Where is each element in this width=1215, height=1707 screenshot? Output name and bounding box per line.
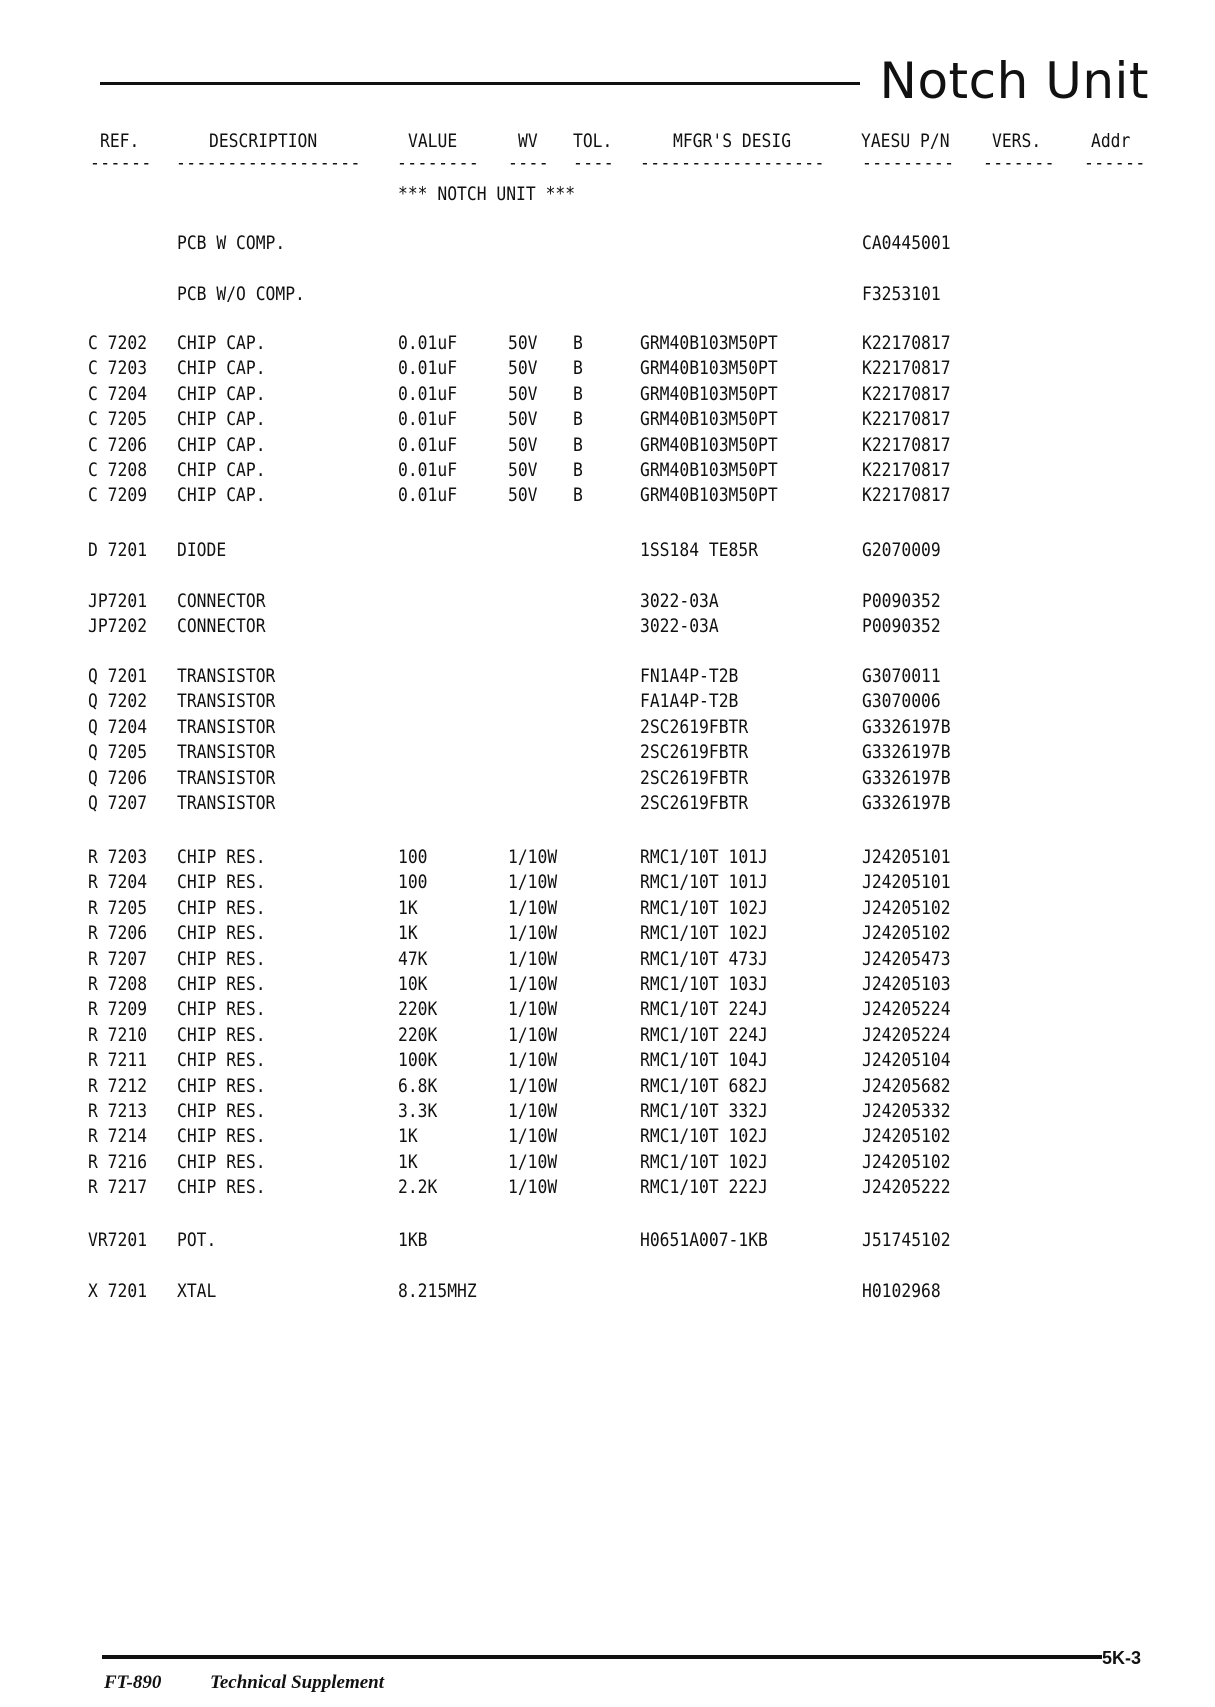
col-header-ref: REF. (100, 130, 140, 152)
cell-ref: C 7203 (88, 357, 148, 380)
cell-tol: B (573, 459, 583, 481)
cell-description: TRANSISTOR (177, 741, 276, 764)
table-row (0, 845, 1215, 870)
cell-value: 1K (398, 922, 418, 945)
cell-mfgr: 3022-03A (640, 590, 719, 612)
cell-mfgr: GRM40B103M50PT (640, 484, 778, 507)
cell-wv: 1/10W (508, 1074, 558, 1097)
cell-description: CHIP RES. (177, 1100, 266, 1122)
table-row (0, 483, 1215, 508)
cell-mfgr: RMC1/10T 103J (640, 973, 768, 995)
table-row (0, 870, 1215, 895)
cell-description: TRANSISTOR (177, 766, 276, 789)
cell-ref: Q 7204 (88, 715, 148, 738)
cell-value: 1K (398, 896, 418, 919)
col-header-tol: TOL. (573, 130, 613, 152)
cell-mfgr: RMC1/10T 224J (640, 1023, 768, 1046)
cell-mfgr: RMC1/10T 101J (640, 846, 768, 868)
separator-description: ------------------ (176, 152, 361, 174)
cell-ref: Q 7202 (88, 690, 148, 713)
cell-ref: R 7211 (88, 1049, 148, 1072)
cell-wv: 1/10W (508, 973, 558, 995)
cell-yaesu-pn: F3253101 (862, 283, 941, 305)
cell-value: 100K (398, 1049, 438, 1072)
table-row (0, 1124, 1215, 1149)
cell-wv: 50V (508, 459, 538, 481)
table-row (0, 1175, 1215, 1200)
footer-rule (102, 1655, 1102, 1659)
cell-mfgr: RMC1/10T 473J (640, 947, 768, 970)
table-row (0, 896, 1215, 921)
col-header-vers: VERS. (992, 130, 1042, 152)
table-row (0, 740, 1215, 765)
cell-wv: 1/10W (508, 1100, 558, 1122)
cell-value: 0.01uF (398, 332, 458, 354)
cell-description: CHIP RES. (177, 973, 266, 995)
cell-yaesu-pn: G3326197B (862, 741, 951, 764)
cell-description: POT. (177, 1229, 217, 1251)
cell-ref: Q 7207 (88, 792, 148, 814)
cell-ref: R 7217 (88, 1176, 148, 1199)
table-row (0, 382, 1215, 407)
cell-value: 1K (398, 1125, 418, 1148)
cell-yaesu-pn: G3326197B (862, 715, 951, 738)
cell-ref: JP7202 (88, 615, 148, 638)
cell-value: 3.3K (398, 1100, 438, 1122)
cell-mfgr: RMC1/10T 224J (640, 998, 768, 1021)
cell-wv: 50V (508, 433, 538, 456)
cell-wv: 1/10W (508, 846, 558, 868)
cell-description: CHIP CAP. (177, 433, 266, 456)
cell-mfgr: RMC1/10T 102J (640, 1150, 768, 1173)
table-row (0, 458, 1215, 483)
table-row (0, 921, 1215, 946)
table-row (0, 1150, 1215, 1175)
cell-wv: 50V (508, 357, 538, 380)
cell-ref: C 7208 (88, 459, 148, 481)
cell-description: CHIP RES. (177, 1150, 266, 1173)
cell-ref: C 7204 (88, 382, 148, 405)
cell-description: CHIP RES. (177, 922, 266, 945)
cell-mfgr: 2SC2619FBTR (640, 792, 749, 814)
cell-description: PCB W COMP. (177, 232, 286, 254)
cell-yaesu-pn: K22170817 (862, 382, 951, 405)
cell-wv: 1/10W (508, 871, 558, 894)
col-header-wv: WV (518, 130, 538, 152)
table-row (0, 1279, 1215, 1304)
table-row (0, 356, 1215, 381)
col-header-description: DESCRIPTION (209, 130, 318, 152)
cell-tol: B (573, 484, 583, 507)
cell-wv: 1/10W (508, 998, 558, 1021)
separator-mfgr: ------------------ (640, 152, 825, 174)
cell-value: 2.2K (398, 1176, 438, 1199)
cell-tol: B (573, 433, 583, 456)
cell-ref: R 7212 (88, 1074, 148, 1097)
cell-description: CHIP RES. (177, 998, 266, 1021)
cell-yaesu-pn: J24205102 (862, 1125, 951, 1148)
cell-wv: 1/10W (508, 1023, 558, 1046)
col-header-mfgr: MFGR'S DESIG (673, 130, 792, 152)
cell-ref: R 7204 (88, 871, 148, 894)
table-row (0, 538, 1215, 563)
cell-value: 6.8K (398, 1074, 438, 1097)
table-row (0, 231, 1215, 256)
cell-value: 0.01uF (398, 459, 458, 481)
cell-value: 47K (398, 947, 428, 970)
cell-description: TRANSISTOR (177, 792, 276, 814)
cell-description: XTAL (177, 1280, 217, 1302)
cell-ref: R 7205 (88, 896, 148, 919)
cell-yaesu-pn: J24205104 (862, 1049, 951, 1072)
cell-ref: C 7202 (88, 332, 148, 354)
cell-description: CHIP RES. (177, 947, 266, 970)
cell-description: PCB W/O COMP. (177, 283, 305, 305)
cell-yaesu-pn: P0090352 (862, 590, 941, 612)
cell-yaesu-pn: P0090352 (862, 615, 941, 638)
cell-ref: X 7201 (88, 1280, 148, 1302)
cell-wv: 50V (508, 332, 538, 354)
cell-value: 8.215MHZ (398, 1280, 477, 1302)
cell-mfgr: RMC1/10T 222J (640, 1176, 768, 1199)
cell-wv: 1/10W (508, 1125, 558, 1148)
cell-description: CHIP CAP. (177, 332, 266, 354)
cell-tol: B (573, 357, 583, 380)
table-row (0, 664, 1215, 689)
cell-ref: C 7205 (88, 408, 148, 431)
cell-wv: 1/10W (508, 922, 558, 945)
separator-vers: ------- (983, 152, 1055, 174)
footer-doc-title: Technical Supplement (210, 1672, 385, 1693)
cell-value: 1K (398, 1150, 418, 1173)
cell-yaesu-pn: J24205103 (862, 973, 951, 995)
separator-value: -------- (397, 152, 480, 174)
cell-description: CHIP RES. (177, 1023, 266, 1046)
col-header-addr: Addr (1091, 130, 1131, 152)
cell-ref: R 7208 (88, 973, 148, 995)
cell-mfgr: RMC1/10T 102J (640, 922, 768, 945)
cell-value: 0.01uF (398, 408, 458, 431)
table-row (0, 715, 1215, 740)
cell-description: CHIP RES. (177, 846, 266, 868)
cell-description: TRANSISTOR (177, 665, 276, 687)
separator-yaesu-pn: --------- (862, 152, 955, 174)
cell-yaesu-pn: J24205224 (862, 998, 951, 1021)
cell-description: CHIP CAP. (177, 357, 266, 380)
cell-yaesu-pn: K22170817 (862, 459, 951, 481)
cell-mfgr: RMC1/10T 104J (640, 1049, 768, 1072)
separator-addr: ------ (1084, 152, 1146, 174)
col-header-yaesu-pn: YAESU P/N (861, 130, 950, 152)
cell-wv: 1/10W (508, 947, 558, 970)
cell-value: 0.01uF (398, 484, 458, 507)
cell-description: CHIP RES. (177, 871, 266, 894)
cell-ref: R 7207 (88, 947, 148, 970)
cell-yaesu-pn: G3070011 (862, 665, 941, 687)
cell-mfgr: RMC1/10T 101J (640, 871, 768, 894)
cell-yaesu-pn: J24205102 (862, 922, 951, 945)
cell-value: 220K (398, 998, 438, 1021)
cell-ref: Q 7206 (88, 766, 148, 789)
cell-yaesu-pn: J24205682 (862, 1074, 951, 1097)
cell-mfgr: FA1A4P-T2B (640, 690, 739, 713)
cell-mfgr: GRM40B103M50PT (640, 433, 778, 456)
cell-yaesu-pn: J24205102 (862, 896, 951, 919)
cell-ref: JP7201 (88, 590, 148, 612)
cell-ref: R 7214 (88, 1125, 148, 1148)
cell-mfgr: H0651A007-1KB (640, 1229, 768, 1251)
cell-ref: D 7201 (88, 539, 148, 561)
cell-ref: R 7209 (88, 998, 148, 1021)
cell-ref: R 7216 (88, 1150, 148, 1173)
cell-description: CHIP RES. (177, 1176, 266, 1199)
cell-yaesu-pn: G2070009 (862, 539, 941, 561)
cell-mfgr: RMC1/10T 682J (640, 1074, 768, 1097)
cell-description: CHIP RES. (177, 1074, 266, 1097)
cell-ref: C 7209 (88, 484, 148, 507)
page-number: 5K-3 (1102, 1648, 1142, 1668)
title-rule (100, 82, 860, 85)
cell-yaesu-pn: J24205102 (862, 1150, 951, 1173)
cell-wv: 1/10W (508, 1049, 558, 1072)
cell-ref: C 7206 (88, 433, 148, 456)
cell-yaesu-pn: J51745102 (862, 1229, 951, 1251)
cell-yaesu-pn: K22170817 (862, 484, 951, 507)
cell-description: CHIP RES. (177, 1125, 266, 1148)
cell-mfgr: 2SC2619FBTR (640, 741, 749, 764)
cell-mfgr: GRM40B103M50PT (640, 408, 778, 431)
cell-value: 220K (398, 1023, 438, 1046)
cell-yaesu-pn: H0102968 (862, 1280, 941, 1302)
cell-value: 1KB (398, 1229, 428, 1251)
table-row (0, 972, 1215, 997)
page-title: Notch Unit (879, 52, 1149, 110)
cell-mfgr: 2SC2619FBTR (640, 766, 749, 789)
cell-yaesu-pn: J24205224 (862, 1023, 951, 1046)
table-row (0, 407, 1215, 432)
table-row (0, 1023, 1215, 1048)
cell-value: 100 (398, 846, 428, 868)
table-row (0, 997, 1215, 1022)
cell-tol: B (573, 382, 583, 405)
cell-yaesu-pn: J24205101 (862, 846, 951, 868)
cell-ref: R 7210 (88, 1023, 148, 1046)
table-row (0, 766, 1215, 791)
table-row (0, 1048, 1215, 1073)
cell-description: TRANSISTOR (177, 690, 276, 713)
cell-mfgr: 3022-03A (640, 615, 719, 638)
separator-wv: ---- (508, 152, 550, 174)
cell-yaesu-pn: J24205101 (862, 871, 951, 894)
cell-description: TRANSISTOR (177, 715, 276, 738)
cell-mfgr: RMC1/10T 102J (640, 896, 768, 919)
cell-yaesu-pn: CA0445001 (862, 232, 951, 254)
cell-yaesu-pn: J24205222 (862, 1176, 951, 1199)
cell-description: CHIP CAP. (177, 382, 266, 405)
cell-value: 0.01uF (398, 382, 458, 405)
cell-ref: R 7213 (88, 1100, 148, 1122)
cell-yaesu-pn: G3070006 (862, 690, 941, 713)
cell-description: CHIP CAP. (177, 459, 266, 481)
separator-tol: ---- (573, 152, 615, 174)
cell-ref: Q 7205 (88, 741, 148, 764)
cell-value: 0.01uF (398, 433, 458, 456)
cell-value: 0.01uF (398, 357, 458, 380)
cell-description: CHIP RES. (177, 1049, 266, 1072)
cell-description: CONNECTOR (177, 590, 266, 612)
cell-value: 100 (398, 871, 428, 894)
cell-wv: 1/10W (508, 1176, 558, 1199)
cell-wv: 50V (508, 408, 538, 431)
cell-description: CHIP RES. (177, 896, 266, 919)
cell-mfgr: 1SS184 TE85R (640, 539, 759, 561)
separator-ref: ------ (90, 152, 152, 174)
col-header-value: VALUE (408, 130, 458, 152)
table-row (0, 282, 1215, 307)
cell-description: DIODE (177, 539, 227, 561)
table-row (0, 433, 1215, 458)
cell-yaesu-pn: G3326197B (862, 792, 951, 814)
cell-ref: VR7201 (88, 1229, 148, 1251)
cell-yaesu-pn: K22170817 (862, 408, 951, 431)
cell-description: CHIP CAP. (177, 484, 266, 507)
cell-tol: B (573, 408, 583, 431)
cell-mfgr: GRM40B103M50PT (640, 332, 778, 354)
section-heading: *** NOTCH UNIT *** (398, 183, 576, 205)
cell-wv: 50V (508, 382, 538, 405)
cell-wv: 1/10W (508, 1150, 558, 1173)
cell-mfgr: GRM40B103M50PT (640, 382, 778, 405)
footer-model: FT-890 (104, 1672, 162, 1693)
table-row (0, 614, 1215, 639)
table-row (0, 791, 1215, 816)
cell-description: CONNECTOR (177, 615, 266, 638)
cell-wv: 50V (508, 484, 538, 507)
cell-ref: R 7203 (88, 846, 148, 868)
cell-yaesu-pn: G3326197B (862, 766, 951, 789)
cell-yaesu-pn: K22170817 (862, 433, 951, 456)
table-row (0, 1228, 1215, 1253)
cell-mfgr: GRM40B103M50PT (640, 459, 778, 481)
cell-yaesu-pn: K22170817 (862, 332, 951, 354)
cell-ref: R 7206 (88, 922, 148, 945)
cell-value: 10K (398, 973, 428, 995)
cell-mfgr: RMC1/10T 102J (640, 1125, 768, 1148)
cell-wv: 1/10W (508, 896, 558, 919)
cell-yaesu-pn: J24205332 (862, 1100, 951, 1122)
table-row (0, 1099, 1215, 1124)
cell-description: CHIP CAP. (177, 408, 266, 431)
cell-mfgr: GRM40B103M50PT (640, 357, 778, 380)
cell-yaesu-pn: J24205473 (862, 947, 951, 970)
cell-mfgr: FN1A4P-T2B (640, 665, 739, 687)
table-row (0, 589, 1215, 614)
table-row (0, 689, 1215, 714)
cell-yaesu-pn: K22170817 (862, 357, 951, 380)
table-row (0, 331, 1215, 356)
table-row (0, 947, 1215, 972)
cell-mfgr: RMC1/10T 332J (640, 1100, 768, 1122)
cell-tol: B (573, 332, 583, 354)
table-row (0, 1074, 1215, 1099)
cell-ref: Q 7201 (88, 665, 148, 687)
cell-mfgr: 2SC2619FBTR (640, 715, 749, 738)
